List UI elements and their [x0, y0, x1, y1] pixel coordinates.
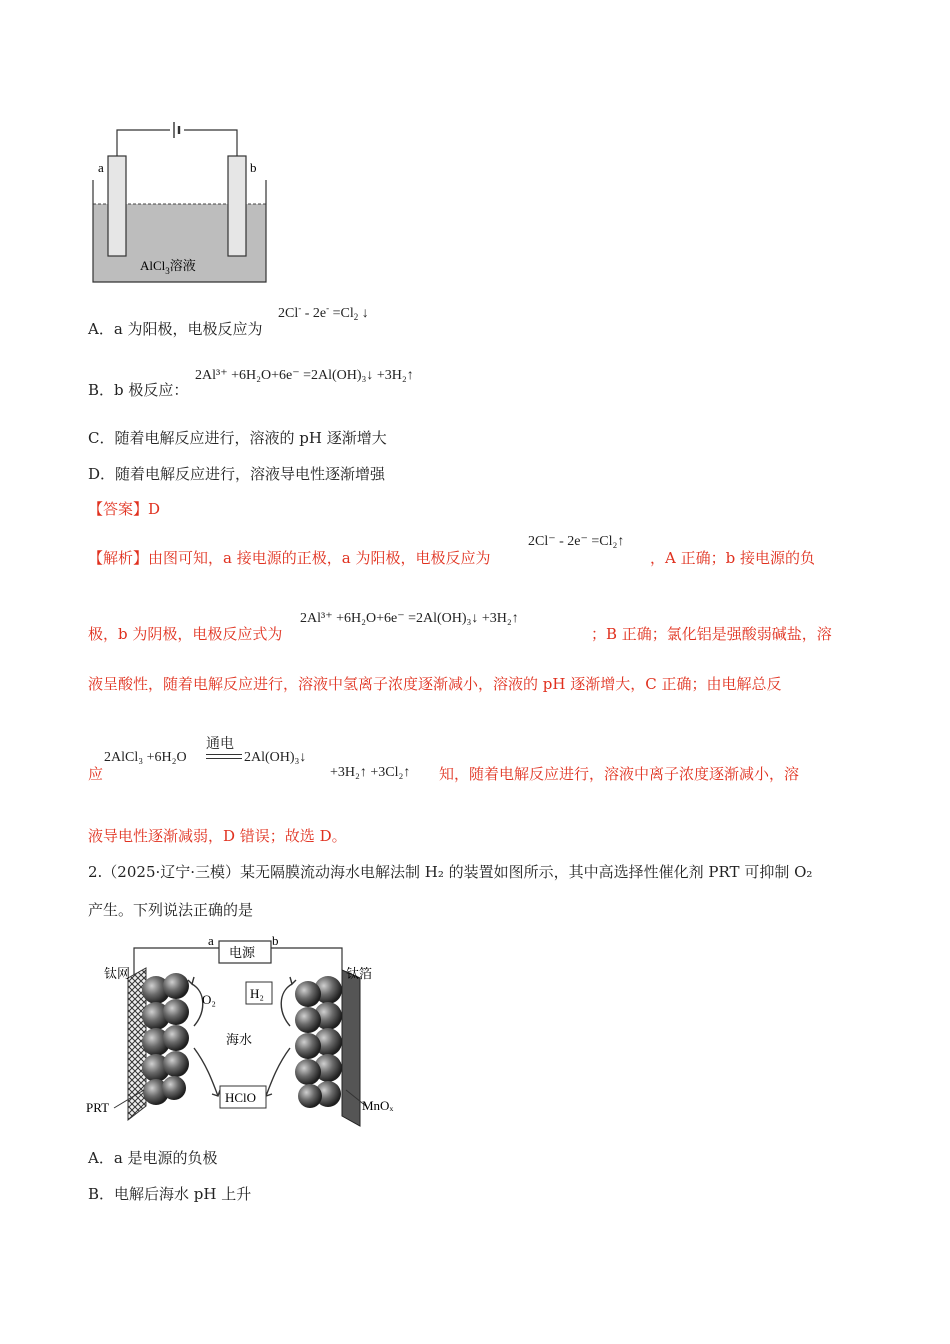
- option-b-text: B．b 极反应：: [88, 381, 189, 399]
- option-a: [88, 319, 263, 339]
- electrode-a-label: a: [98, 160, 104, 175]
- option-a-formula: $2Cl^- - 2e^- =Cl_2$ ↓: [278, 303, 369, 322]
- ti-foil-label: 钛箔: [346, 967, 373, 982]
- equals-double-line: [206, 754, 242, 759]
- analysis-formula-2: 2Al³⁺ +6H₂O+6e⁻ =2Al(OH)₃↓ +3H₂↑: [300, 611, 519, 626]
- option-b-formula: 2Al³⁺ +6H₂O+6e⁻ =2Al(OH)₃↓ +3H₂↑: [195, 368, 414, 383]
- solution-label: AlCl$_3$溶液: [140, 258, 196, 276]
- seawater-label: 海水: [226, 1033, 253, 1048]
- seawater-electrolysis-figure: [84, 930, 404, 1130]
- electrolysis-cell-figure: [88, 118, 278, 288]
- option-d: D．随着电解反应进行，溶液导电性逐渐增强: [88, 465, 386, 483]
- q2-stem-line-2: 产生。下列说法正确的是: [88, 901, 254, 919]
- o2-label: O₂: [202, 992, 216, 1007]
- prt-catalyst-spheres: [142, 973, 189, 1105]
- option-c: C．随着电解反应进行，溶液的 pH 逐渐增大: [88, 429, 387, 447]
- analysis-line-1-tail: ，A 正确；b 接电源的负: [650, 549, 815, 567]
- analysis-line-5: 液导电性逐渐减弱，D 错误；故选 D。: [88, 827, 347, 845]
- analysis-line-4-tail: 知，随着电解反应进行，溶液中离子浓度逐渐减小，溶: [439, 765, 800, 783]
- analysis-line-1: 【解析】由图可知，a 接电源的正极，a 为阳极，电极反应为: [88, 549, 491, 567]
- condition-label: 通电: [206, 736, 234, 752]
- h2-label: H₂: [250, 986, 264, 1001]
- analysis-formula-1: 2Cl⁻ - 2e⁻ =Cl₂↑: [528, 534, 625, 549]
- terminal-b-label: b: [272, 933, 279, 948]
- analysis-line-2: 极，b 为阴极，电极反应式为: [88, 625, 283, 643]
- analysis-formula-4-rhs: 2Al(OH)₃↓: [244, 750, 307, 765]
- terminal-a-label: a: [208, 933, 214, 948]
- analysis-label: 【解析】: [88, 549, 149, 567]
- electrode-b-label: b: [250, 160, 257, 175]
- q2-stem-line-1: 2.（2025·辽宁·三模）某无隔膜流动海水电解法制 H₂ 的装置如图所示，其中高选择性催化剂 PRT 可抑制 O₂: [88, 863, 813, 881]
- analysis-line-4-lead: 应: [88, 765, 104, 783]
- analysis-line-2-tail: ；B 正确；氯化铝是强酸弱碱盐，溶: [591, 625, 832, 643]
- analysis-formula-4-lhs: 2AlCl₃ +6H₂O: [104, 750, 187, 765]
- power-source-label: 电源: [229, 946, 256, 961]
- q2-option-a: A．a 是电源的负极: [88, 1149, 218, 1167]
- answer: 【答案】D: [88, 500, 161, 518]
- analysis-line-3: 液呈酸性，随着电解反应进行，溶液中氢离子浓度逐渐减小，溶液的 pH 逐渐增大，C 正确；由电解总反: [88, 675, 782, 693]
- hclo-label: HClO: [225, 1090, 257, 1105]
- q2-option-b: B．电解后海水 pH 上升: [88, 1185, 252, 1203]
- option-a-text: A．a 为阳极，电极反应为: [88, 320, 263, 338]
- mnox-label: MnOₓ: [362, 1098, 394, 1113]
- option-b: [88, 380, 188, 400]
- analysis-formula-4-tail: +3H₂↑ +3Cl₂↑: [330, 765, 411, 780]
- ti-mesh-label: 钛网: [104, 967, 131, 982]
- prt-label: PRT: [86, 1100, 110, 1115]
- mnox-catalyst-spheres: [295, 976, 342, 1108]
